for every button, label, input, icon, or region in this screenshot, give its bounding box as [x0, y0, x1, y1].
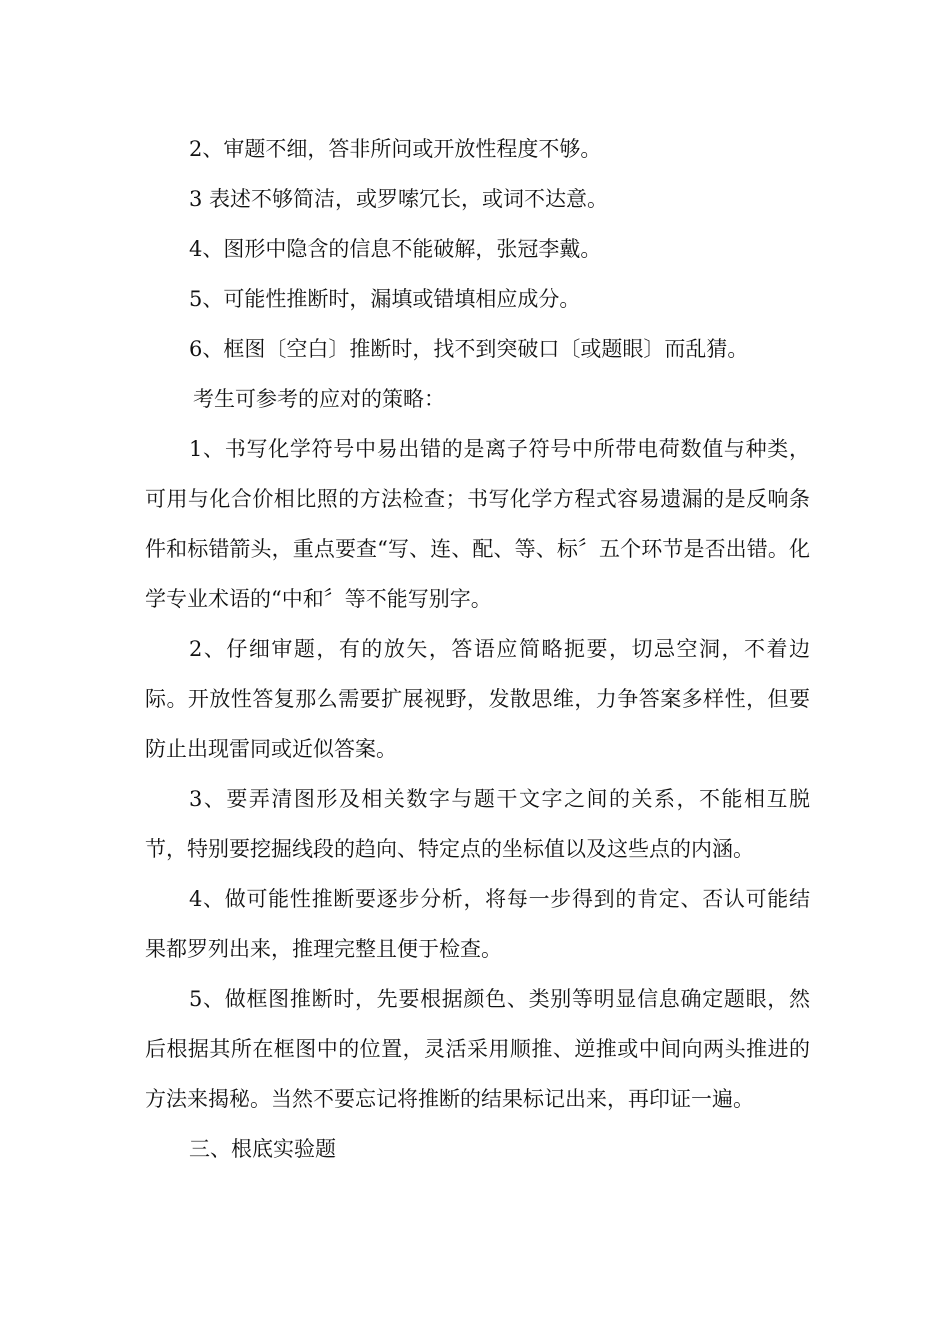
strategy-item-3: 3、要弄清图形及相关数字与题干文字之间的关系，不能相互脱节，特别要挖掘线段的趋向、特定点的坐标值以及这些点的内涵。: [145, 787, 810, 861]
strategy-item-1: 1、书写化学符号中易出错的是离子符号中所带电荷数值与种类，可用与化合价相比照的方法检查；书写化学方程式容易遗漏的是反响条件和标错箭头，重点要查“写、连、配、等、标〞五个环节是否出错。化学专业术语的“中和〞等不能写别字。: [145, 437, 810, 611]
section-heading-3: 三、根底实验题: [189, 1137, 336, 1161]
strategy-heading: 考生可参考的应对的策略：: [193, 387, 445, 411]
error-item-5: 5、可能性推断时，漏填或错填相应成分。: [189, 287, 581, 311]
strategy-item-4: 4、做可能性推断要逐步分析，将每一步得到的肯定、否认可能结果都罗列出来，推理完整且便于检查。: [145, 887, 810, 961]
error-item-2: 2、审题不细，答非所问或开放性程度不够。: [189, 137, 602, 161]
strategy-item-5: 5、做框图推断时，先要根据颜色、类别等明显信息确定题眼，然后根据其所在框图中的位置，灵活采用顺推、逆推或中间向两头推进的方法来揭秘。当然不要忘记将推断的结果标记出来，再印证一遍。: [145, 987, 810, 1111]
error-item-6: 6、框图〔空白〕推断时，找不到突破口〔或题眼〕而乱猜。: [189, 337, 749, 361]
error-item-4: 4、图形中隐含的信息不能破解，张冠李戴。: [189, 237, 602, 261]
strategy-item-2: 2、仔细审题，有的放矢，答语应简略扼要，切忌空洞，不着边际。开放性答复那么需要扩展视野，发散思维，力争答案多样性，但要防止出现雷同或近似答案。: [145, 637, 810, 761]
document-body: [145, 124, 810, 1174]
error-item-3: 3 表述不够简洁，或罗嗦冗长，或词不达意。: [189, 187, 609, 211]
